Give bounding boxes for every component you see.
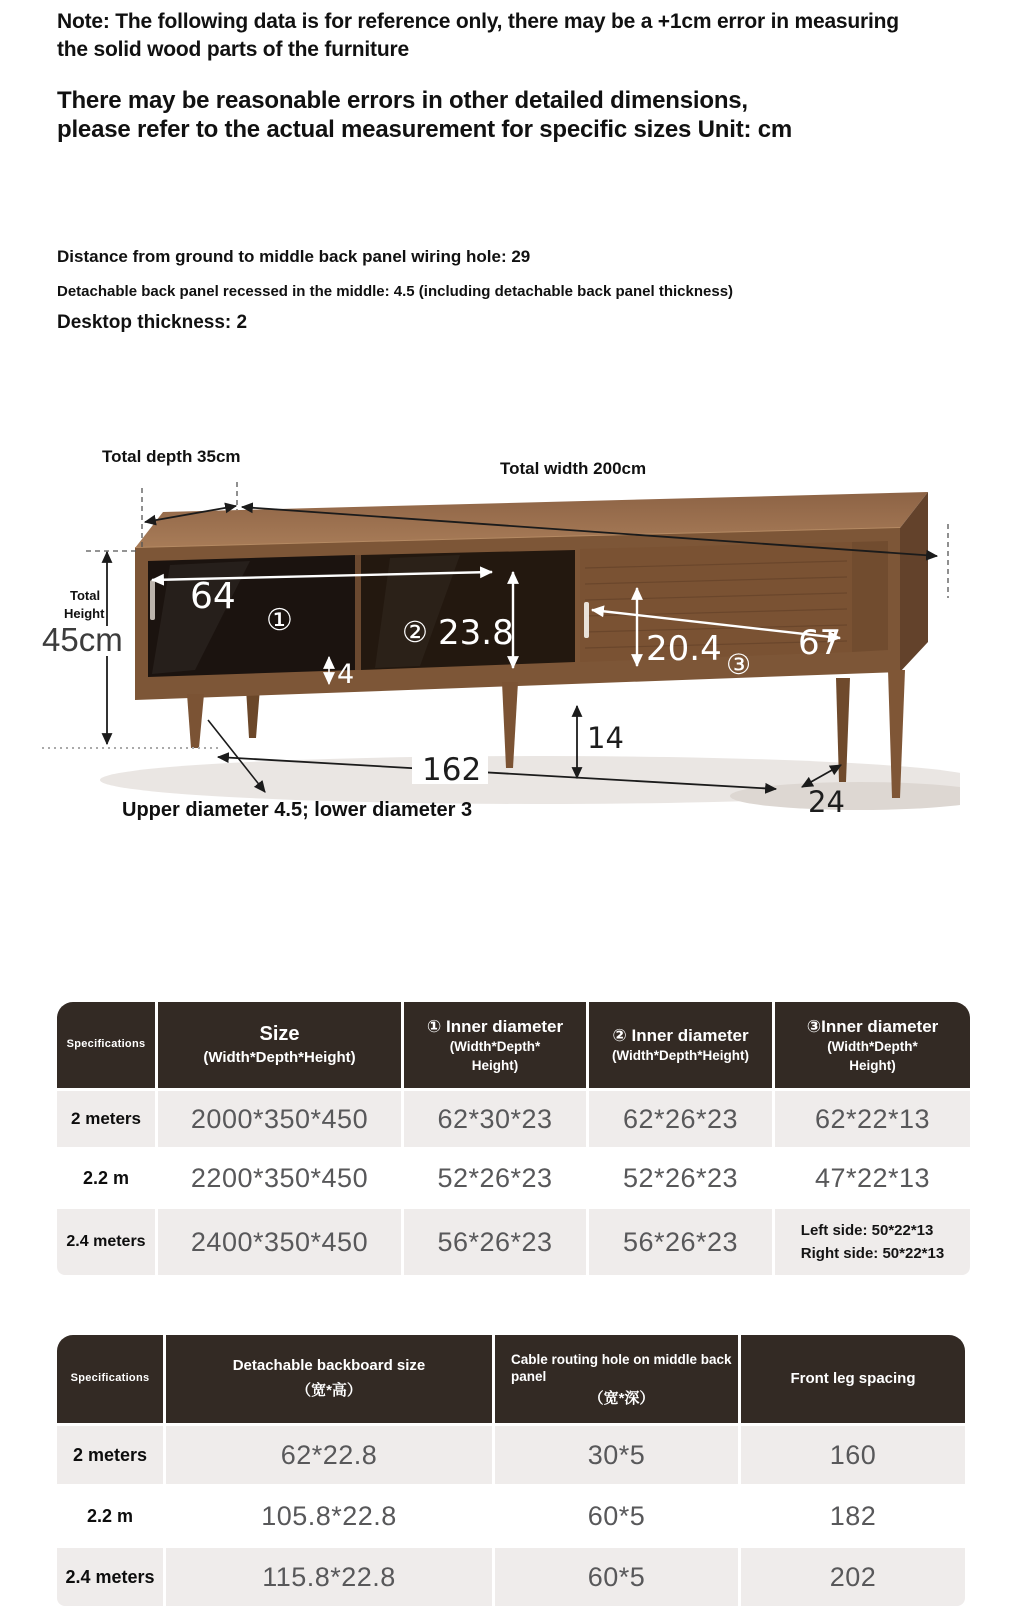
total-depth-label: Total depth 35cm bbox=[102, 447, 241, 466]
t1-h3-line2: (Width*Depth*Height) bbox=[611, 1048, 750, 1064]
dimension-diagram bbox=[40, 430, 960, 840]
spec-wiring-hole-distance: Distance from ground to middle back panel wiring hole: 29 bbox=[57, 247, 531, 266]
dim-leg-height: 14 bbox=[587, 721, 624, 755]
t1-h4-line2: (Width*Depth* bbox=[827, 1038, 918, 1054]
t2-r3-spacing: 202 bbox=[741, 1548, 965, 1606]
t1-h4-line3: Height) bbox=[849, 1057, 896, 1073]
t1-r3-d3-right: Right side: 50*22*13 bbox=[800, 1245, 945, 1262]
t2-r3-hole: 60*5 bbox=[495, 1548, 738, 1606]
headline-line-2: please refer to the actual measurement for specific sizes Unit: cm bbox=[57, 116, 793, 143]
note-line-2: the solid wood parts of the furniture bbox=[57, 38, 409, 61]
compartment-1-marker: ① bbox=[266, 603, 293, 638]
dim-back-leg-offset: 24 bbox=[808, 785, 845, 819]
door-divider bbox=[355, 555, 361, 670]
t1-r2-label: 2.2 m bbox=[57, 1150, 155, 1206]
t2-header-cable-hole bbox=[495, 1335, 738, 1423]
spec-desktop-thickness: Desktop thickness: 2 bbox=[57, 312, 248, 333]
t1-r2-d3: 47*22*13 bbox=[775, 1150, 970, 1206]
t2-h1-line1: Detachable backboard size bbox=[232, 1357, 426, 1375]
size-spec-table bbox=[57, 1002, 970, 1275]
t2-r2-hole: 60*5 bbox=[495, 1487, 738, 1545]
cabinet-end-panel bbox=[852, 541, 888, 652]
door-handle-right bbox=[584, 602, 589, 638]
t2-r2-backboard: 105.8*22.8 bbox=[166, 1487, 492, 1545]
t2-r1-hole: 30*5 bbox=[495, 1426, 738, 1484]
headline-measurement bbox=[57, 86, 937, 144]
compartment-2-marker: ② bbox=[402, 615, 428, 649]
t2-h1-line2: （宽*高） bbox=[296, 1382, 362, 1399]
t1-r2-size: 2200*350*450 bbox=[158, 1150, 401, 1206]
note-line-1: Note: The following data is for reference only, there may be a +1cm error in measuring bbox=[57, 10, 899, 33]
t2-header-leg-spacing bbox=[741, 1335, 965, 1423]
t1-r3-d3 bbox=[775, 1209, 970, 1275]
dim-drawer-width-3: 67 bbox=[798, 623, 842, 663]
t1-header-inner1 bbox=[404, 1002, 586, 1088]
headline-line-1: There may be reasonable errors in other detailed dimensions, bbox=[57, 87, 748, 114]
spec-back-panel-recess: Detachable back panel recessed in the middle: 4.5 (including detachable back panel thickness) bbox=[57, 283, 734, 300]
t1-h2-line2: (Width*Depth* bbox=[449, 1038, 541, 1054]
cabinet-body bbox=[135, 492, 928, 700]
total-height-label-2: Height bbox=[64, 606, 105, 621]
t1-r1-d1: 62*30*23 bbox=[404, 1091, 586, 1147]
backboard-spec-table bbox=[57, 1335, 965, 1606]
t1-h1-line1: Size bbox=[259, 1023, 300, 1046]
t1-r1-d3: 62*22*13 bbox=[775, 1091, 970, 1147]
dim-inner-height-2: 23.8 bbox=[438, 613, 514, 653]
t1-h2-line1: ① Inner diameter bbox=[426, 1016, 564, 1036]
dim-rail-gap: 4 bbox=[337, 659, 355, 690]
total-height-label-1: Total bbox=[70, 588, 101, 603]
t1-h2-line3: Height) bbox=[471, 1057, 519, 1073]
t2-h0-line1: Specifications bbox=[70, 1372, 150, 1385]
t1-h1-line2: (Width*Depth*Height) bbox=[203, 1049, 356, 1067]
t1-r3-d2: 56*26*23 bbox=[589, 1209, 772, 1275]
t2-h2-line1: Cable routing hole on middle back bbox=[511, 1351, 732, 1367]
t1-h3-line1: ② Inner diameter bbox=[612, 1025, 749, 1045]
leg-diameter-note: Upper diameter 4.5; lower diameter 3 bbox=[122, 799, 473, 821]
t1-r3-d3-left: Left side: 50*22*13 bbox=[800, 1221, 934, 1239]
t1-r3-label: 2.4 meters bbox=[57, 1209, 155, 1275]
total-width-label: Total width 200cm bbox=[500, 459, 647, 478]
t1-header-specifications bbox=[57, 1002, 155, 1088]
tv-stand-illustration bbox=[40, 430, 960, 840]
t2-r2-label: 2.2 m bbox=[57, 1487, 163, 1545]
t2-r2-spacing: 182 bbox=[741, 1487, 965, 1545]
t2-r3-backboard: 115.8*22.8 bbox=[166, 1548, 492, 1606]
t2-h2-line3: （宽*深） bbox=[588, 1389, 655, 1407]
t2-header-backboard bbox=[166, 1335, 492, 1423]
t1-header-inner3 bbox=[775, 1002, 970, 1088]
door-handle-left bbox=[150, 580, 155, 620]
t2-r1-spacing: 160 bbox=[741, 1426, 965, 1484]
t1-h0-line1: Specifications bbox=[66, 1038, 146, 1051]
dim-drawer-height-3: 20.4 bbox=[646, 629, 722, 669]
t1-r1-label: 2 meters bbox=[57, 1091, 155, 1147]
dim-front-leg-span: 162 bbox=[422, 752, 482, 788]
t2-h2-line2: panel bbox=[511, 1368, 547, 1384]
t2-header-specifications bbox=[57, 1335, 163, 1423]
t2-r1-label: 2 meters bbox=[57, 1426, 163, 1484]
total-height-value: 45cm bbox=[42, 621, 123, 658]
t1-header-inner2 bbox=[589, 1002, 772, 1088]
t1-r1-d2: 62*26*23 bbox=[589, 1091, 772, 1147]
t1-h4-line1: ③Inner diameter bbox=[806, 1016, 939, 1036]
t2-r1-backboard: 62*22.8 bbox=[166, 1426, 492, 1484]
note-reference-error bbox=[57, 8, 987, 64]
t2-r3-label: 2.4 meters bbox=[57, 1548, 163, 1606]
t1-r3-size: 2400*350*450 bbox=[158, 1209, 401, 1275]
t1-header-size bbox=[158, 1002, 401, 1088]
t2-h3-line1: Front leg spacing bbox=[790, 1369, 916, 1387]
t1-r2-d1: 52*26*23 bbox=[404, 1150, 586, 1206]
t1-r2-d2: 52*26*23 bbox=[589, 1150, 772, 1206]
dim-inner-width-1: 64 bbox=[190, 576, 236, 617]
compartment-3-marker: ③ bbox=[726, 648, 752, 681]
t1-r1-size: 2000*350*450 bbox=[158, 1091, 401, 1147]
t1-r3-d1: 56*26*23 bbox=[404, 1209, 586, 1275]
